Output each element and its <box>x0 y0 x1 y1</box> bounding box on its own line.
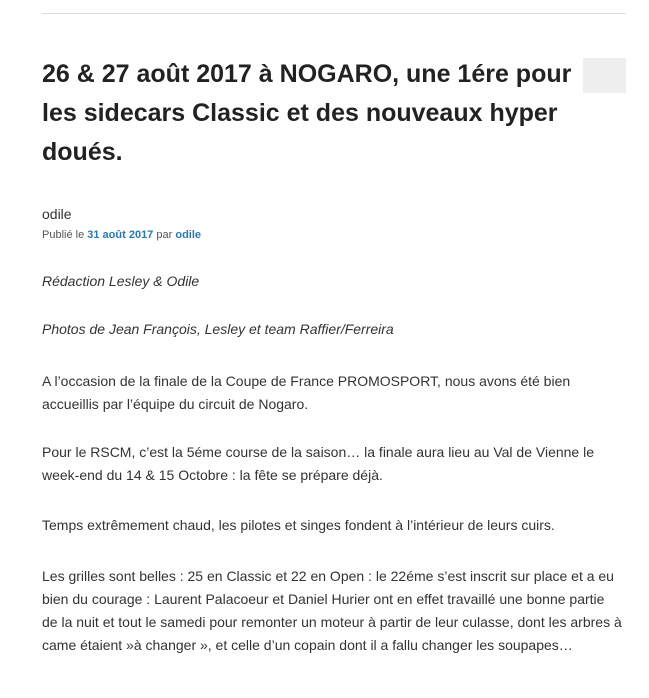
credit-redaction: Rédaction Lesley & Odile <box>42 273 200 289</box>
corner-placeholder <box>583 58 626 93</box>
post-date-link[interactable]: 31 août 2017 <box>87 229 154 241</box>
author-name[interactable]: odile <box>42 206 72 222</box>
paragraph-grids: Les grilles sont belles : 25 en Classic et 22 en Open : le 22éme s’est inscrit sur place et a eu bien du courage : Laurent Palacoeur et Daniel Hurier ont en effet travaillé une bonne partie de la nuit et tout le samedi pour remonter un moteur à partir de leur culasse, dont les arbres à came étaient »à changer », et celle d’un copain dont il a fallu changer les soupapes… <box>42 568 622 653</box>
post-title: 26 & 27 août 2017 à NOGARO, une 1ére pour les sidecars Classic et des nouveaux hyper doués. <box>42 60 572 166</box>
top-divider <box>42 13 626 14</box>
paragraph-weather: Temps extrêmement chaud, les pilotes et singes fondent à l’intérieur de leurs cuirs. <box>42 517 555 533</box>
credit-photos: Photos de Jean François, Lesley et team Raffier/Ferreira <box>42 321 394 337</box>
by-label: par <box>156 229 173 241</box>
paragraph-season: Pour le RSCM, c’est la 5éme course de la saison… la finale aura lieu au Val de Vienne le week-end du 14 & 15 Octobre : la fête se prépare déjà. <box>42 444 595 483</box>
post-meta <box>42 229 201 241</box>
paragraph-intro: A l’occasion de la finale de la Coupe de France PROMOSPORT, nous avons été bien accueillis par l’équipe du circuit de Nogaro. <box>42 373 571 412</box>
author-link[interactable]: odile <box>175 229 202 241</box>
published-label: Publié le <box>42 229 85 241</box>
